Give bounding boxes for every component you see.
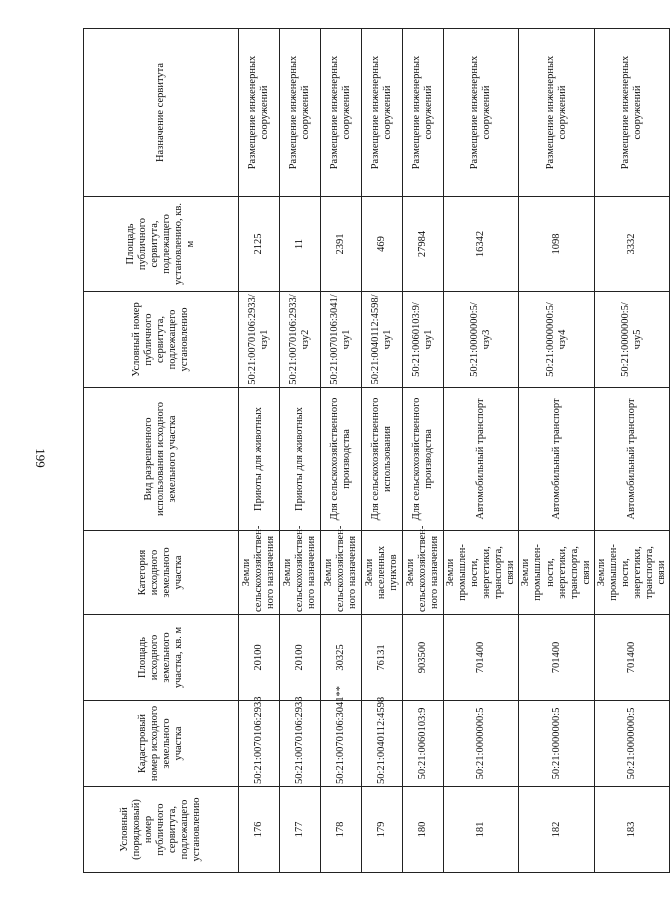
table-cell: Размещение инженерных сооружений [444, 29, 519, 197]
table-cell: 30325 [321, 615, 362, 701]
table-cell: 11 [280, 197, 321, 292]
table-cell: Размещение инженерных сооружений [280, 29, 321, 197]
table-row [403, 29, 444, 873]
table-cell: Автомобильный транспорт [519, 388, 594, 531]
table-cell: 1098 [519, 197, 594, 292]
table-cell: 50:21:0000000:5 [519, 701, 594, 787]
table-cell: Размещение инженерных сооружений [239, 29, 280, 197]
table-cell: 27984 [403, 197, 444, 292]
table-cell: Приюты для животных [239, 388, 280, 531]
table-row [594, 29, 669, 873]
table-cell: 50:21:0070106:3041/чзу1 [321, 292, 362, 388]
table-cell: 50:21:0060103:9/чзу1 [403, 292, 444, 388]
header-cell: Условный (порядковый) номер публичного сервитута, подлежащего установлению [84, 787, 239, 873]
header-row [84, 29, 239, 873]
table-cell: 701400 [519, 615, 594, 701]
table-cell: 50:21:0070106:2933 [280, 701, 321, 787]
header-cell: Кадастровый номер исходного земельного участка [84, 701, 239, 787]
header-cell: Площадь исходного земельного участка, кв. м [84, 615, 239, 701]
table-cell: Для сельскохозяйственного производства [321, 388, 362, 531]
table-row [239, 29, 280, 873]
rotated-table-container [83, 29, 668, 873]
table-cell: Земли промышлен-ности, энергетики, транспорта, связи [519, 531, 594, 615]
table-cell: 469 [362, 197, 403, 292]
table-cell: Приюты для животных [280, 388, 321, 531]
table-cell: 50:21:0040112:4598 [362, 701, 403, 787]
table-cell: 50:21:0000000:5 [594, 701, 669, 787]
table-cell: 182 [519, 787, 594, 873]
table-cell: 701400 [444, 615, 519, 701]
table-cell: Размещение инженерных сооружений [321, 29, 362, 197]
table-cell: Земли сельскохозяйствен-ного назначения [403, 531, 444, 615]
table-cell: 20100 [239, 615, 280, 701]
table-cell: 50:21:0070106:3041** [321, 701, 362, 787]
table-cell: 180 [403, 787, 444, 873]
header-cell: Назначение сервитута [84, 29, 239, 197]
table-cell: 903500 [403, 615, 444, 701]
table-cell: 176 [239, 787, 280, 873]
servitude-table [83, 28, 670, 873]
table-body [239, 29, 670, 873]
table-cell: Автомобильный транспорт [444, 388, 519, 531]
table-cell: Земли населенных пунктов [362, 531, 403, 615]
table-cell: Земли промышлен-ности, энергетики, транспорта, связи [594, 531, 669, 615]
table-cell: Автомобильный транспорт [594, 388, 669, 531]
table-header [84, 29, 239, 873]
header-cell: Вид разрешенного использования исходного земельного участка [84, 388, 239, 531]
table-row [321, 29, 362, 873]
table-row [444, 29, 519, 873]
table-cell: 50:21:0070106:2933/чзу1 [239, 292, 280, 388]
table-cell: Земли промышлен-ности, энергетики, транспорта, связи [444, 531, 519, 615]
header-cell: Условный номер публичного сервитута, подлежащего установлению [84, 292, 239, 388]
table-cell: 50:21:0000000:5/чзу5 [594, 292, 669, 388]
table-cell: 179 [362, 787, 403, 873]
table-cell: 50:21:0070106:2933/чзу2 [280, 292, 321, 388]
table-cell: 76131 [362, 615, 403, 701]
table-cell: 2391 [321, 197, 362, 292]
table-cell: 50:21:0000000:5/чзу4 [519, 292, 594, 388]
table-cell: 181 [444, 787, 519, 873]
table-cell: 177 [280, 787, 321, 873]
table-row [280, 29, 321, 873]
table-cell: 50:21:0000000:5 [444, 701, 519, 787]
header-cell: Категория исходного земельного участка [84, 531, 239, 615]
table-cell: 2125 [239, 197, 280, 292]
table-cell: 20100 [280, 615, 321, 701]
table-cell: 50:21:0000000:5/чзу3 [444, 292, 519, 388]
table-cell: Земли сельскохозяйствен-ного назначения [321, 531, 362, 615]
table-row [362, 29, 403, 873]
table-cell: Размещение инженерных сооружений [403, 29, 444, 197]
table-cell: 3332 [594, 197, 669, 292]
table-cell: 178 [321, 787, 362, 873]
table-cell: Для сельскохозяйственного использования [362, 388, 403, 531]
table-cell: 50:21:0040112:4598/чзу1 [362, 292, 403, 388]
table-cell: Для сельскохозяйственного производства [403, 388, 444, 531]
table-cell: Земли сельскохозяйствен-ного назначения [239, 531, 280, 615]
table-row [519, 29, 594, 873]
table-cell: Земли сельскохозяйствен-ного назначения [280, 531, 321, 615]
page-number: 199 [33, 448, 48, 468]
header-cell: Площадь публичного сервитута, подлежащего установлению, кв. м [84, 197, 239, 292]
table-cell: Размещение инженерных сооружений [362, 29, 403, 197]
table-cell: 50:21:0060103:9 [403, 701, 444, 787]
table-cell: 50:21:0070106:2933 [239, 701, 280, 787]
table-cell: Размещение инженерных сооружений [519, 29, 594, 197]
table-cell: 16342 [444, 197, 519, 292]
table-cell: 701400 [594, 615, 669, 701]
table-cell: 183 [594, 787, 669, 873]
table-cell: Размещение инженерных сооружений [594, 29, 669, 197]
